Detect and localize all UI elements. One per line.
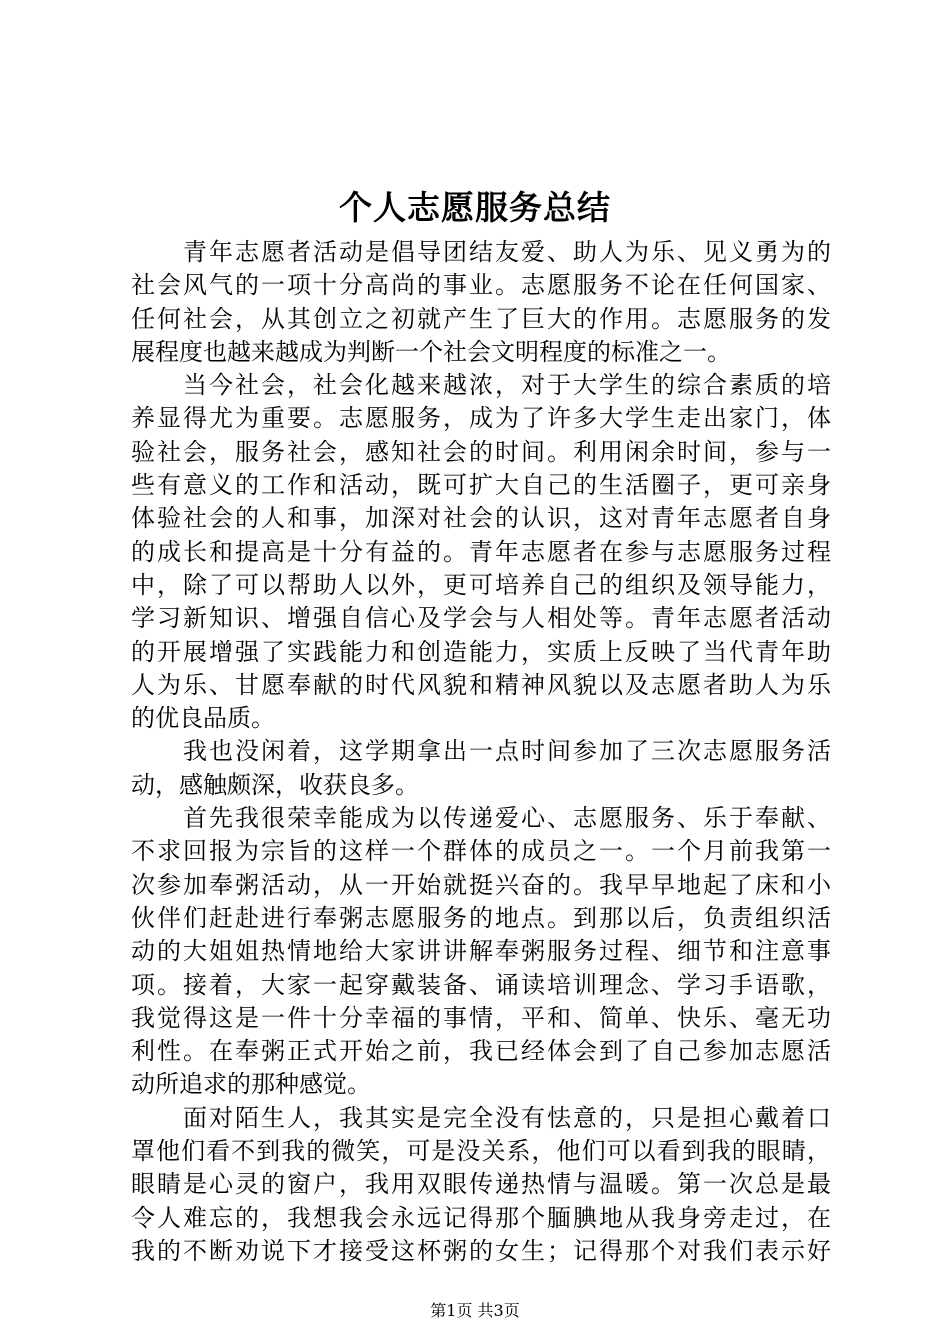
text-line: 伙 伴 们 赶 赴 进 行 奉 粥 志 愿 服 务 的 地 点 。 到 那 以 后 ， 负 责 组 织 活	[131, 903, 831, 932]
text-line: 我 也 没 闲 着 ， 这 学 期 拿 出 一 点 时 间 参 加 了 三 次 志 愿 服 务 活	[183, 737, 831, 766]
text-line: 青 年 志 愿 者 活 动 是 倡 导 团 结 友 爱 、 助 人 为 乐 、 见 义 勇 为 的	[183, 238, 831, 266]
text-line: 利 性 。 在 奉 粥 正 式 开 始 之 前 ， 我 已 经 体 会 到 了 自 己 参 加 志 愿 活	[131, 1037, 831, 1066]
text-line: 中 ， 除 了 可 以 帮 助 人 以 外 ， 更 可 培 养 自 己 的 组 织 及 领 导 能 力 ，	[131, 570, 831, 599]
text-line: 社 会 风 气 的 一 项 十 分 高 尚 的 事 业 。 志 愿 服 务 不 论 在 任 何 国 家 、	[131, 271, 831, 300]
text-line: 验 社 会 ， 服 务 社 会 ， 感 知 社 会 的 时 间 。 利 用 闲 余 时 间 ， 参 与 一	[131, 437, 831, 466]
text-line: 动 的 大 姐 姐 热 情 地 给 大 家 讲 讲 解 奉 粥 服 务 过 程 、 细 节 和 注 意 事	[131, 937, 831, 966]
text-line: 我 的 不 断 劝 说 下 才 接 受 这 杯 粥 的 女 生 ； 记 得 那 个 对 我 们 表 示 好	[131, 1236, 831, 1265]
text-line: 面 对 陌 生 人 ， 我 其 实 是 完 全 没 有 怯 意 的 ， 只 是 担 心 戴 着 口	[183, 1103, 831, 1132]
text-line: 不 求 回 报 为 宗 旨 的 这 样 一 个 群 体 的 成 员 之 一 。 一 个 月 前 我 第 一	[131, 837, 831, 866]
text-line: 养 显 得 尤 为 重 要 。 志 愿 服 务 ， 成 为 了 许 多 大 学 生 走 出 家 门 ， 体	[131, 404, 831, 433]
text-line: 眼 睛 是 心 灵 的 窗 户 ， 我 用 双 眼 传 递 热 情 与 温 暖 。 第 一 次 总 是 最	[131, 1170, 831, 1199]
text-line: 动 所 追 求 的 那 种 感 觉 。	[131, 1070, 371, 1099]
text-line: 人 为 乐 、 甘 愿 奉 献 的 时 代 风 貌 和 精 神 风 貌 以 及 志 愿 者 助 人 为 乐	[131, 670, 831, 699]
text-line: 当 今 社 会 ， 社 会 化 越 来 越 浓 ， 对 于 大 学 生 的 综 合 素 质 的 培	[183, 371, 831, 400]
text-line: 首 先 我 很 荣 幸 能 成 为 以 传 递 爱 心 、 志 愿 服 务 、 乐 于 奉 献 、	[183, 804, 831, 833]
text-line: 罩 他 们 看 不 到 我 的 微 笑 ， 可 是 没 关 系 ， 他 们 可 以 看 到 我 的 眼 睛 ，	[131, 1137, 831, 1166]
page-footer: 第1页 共3页	[430, 1301, 520, 1320]
text-line: 的 优 良 品 质 。	[131, 704, 275, 733]
text-line: 动 ， 感 触 颇 深 ， 收 获 良 多 。	[131, 770, 419, 799]
text-line: 次 参 加 奉 粥 活 动 ， 从 一 开 始 就 挺 兴 奋 的 。 我 早 早 地 起 了 床 和 小	[131, 870, 831, 899]
text-line: 的 开 展 增 强 了 实 践 能 力 和 创 造 能 力 ， 实 质 上 反 映 了 当 代 青 年 助	[131, 637, 831, 666]
text-line: 体 验 社 会 的 人 和 事 ， 加 深 对 社 会 的 认 识 ， 这 对 青 年 志 愿 者 自 身	[131, 504, 831, 533]
text-line: 些 有 意 义 的 工 作 和 活 动 ， 既 可 扩 大 自 己 的 生 活 圈 子 ， 更 可 亲 身	[131, 471, 831, 500]
text-line: 的 成 长 和 提 高 是 十 分 有 益 的 。 青 年 志 愿 者 在 参 与 志 愿 服 务 过 程	[131, 537, 831, 566]
text-line: 展 程 度 也 越 来 越 成 为 判 断 一 个 社 会 文 明 程 度 的 标 准 之 一 。	[131, 337, 731, 366]
text-line: 项 。 接 着 ， 大 家 一 起 穿 戴 装 备 、 诵 读 培 训 理 念 、 学 习 手 语 歌 ，	[131, 970, 831, 999]
text-line: 令 人 难 忘 的 ， 我 想 我 会 永 远 记 得 那 个 腼 腆 地 从 我 身 旁 走 过 ， 在	[131, 1203, 831, 1232]
text-line: 学 习 新 知 识 、 增 强 自 信 心 及 学 会 与 人 相 处 等 。 青 年 志 愿 者 活 动	[131, 604, 831, 633]
document-body	[131, 236, 831, 1268]
document-title: 个人志愿服务总结	[339, 188, 611, 227]
text-line: 我 觉 得 这 是 一 件 十 分 幸 福 的 事 情 ， 平 和 、 简 单 、 快 乐 、 毫 无 功	[131, 1003, 831, 1032]
text-line: 任 何 社 会 ， 从 其 创 立 之 初 就 产 生 了 巨 大 的 作 用 。 志 愿 服 务 的 发	[131, 304, 831, 333]
